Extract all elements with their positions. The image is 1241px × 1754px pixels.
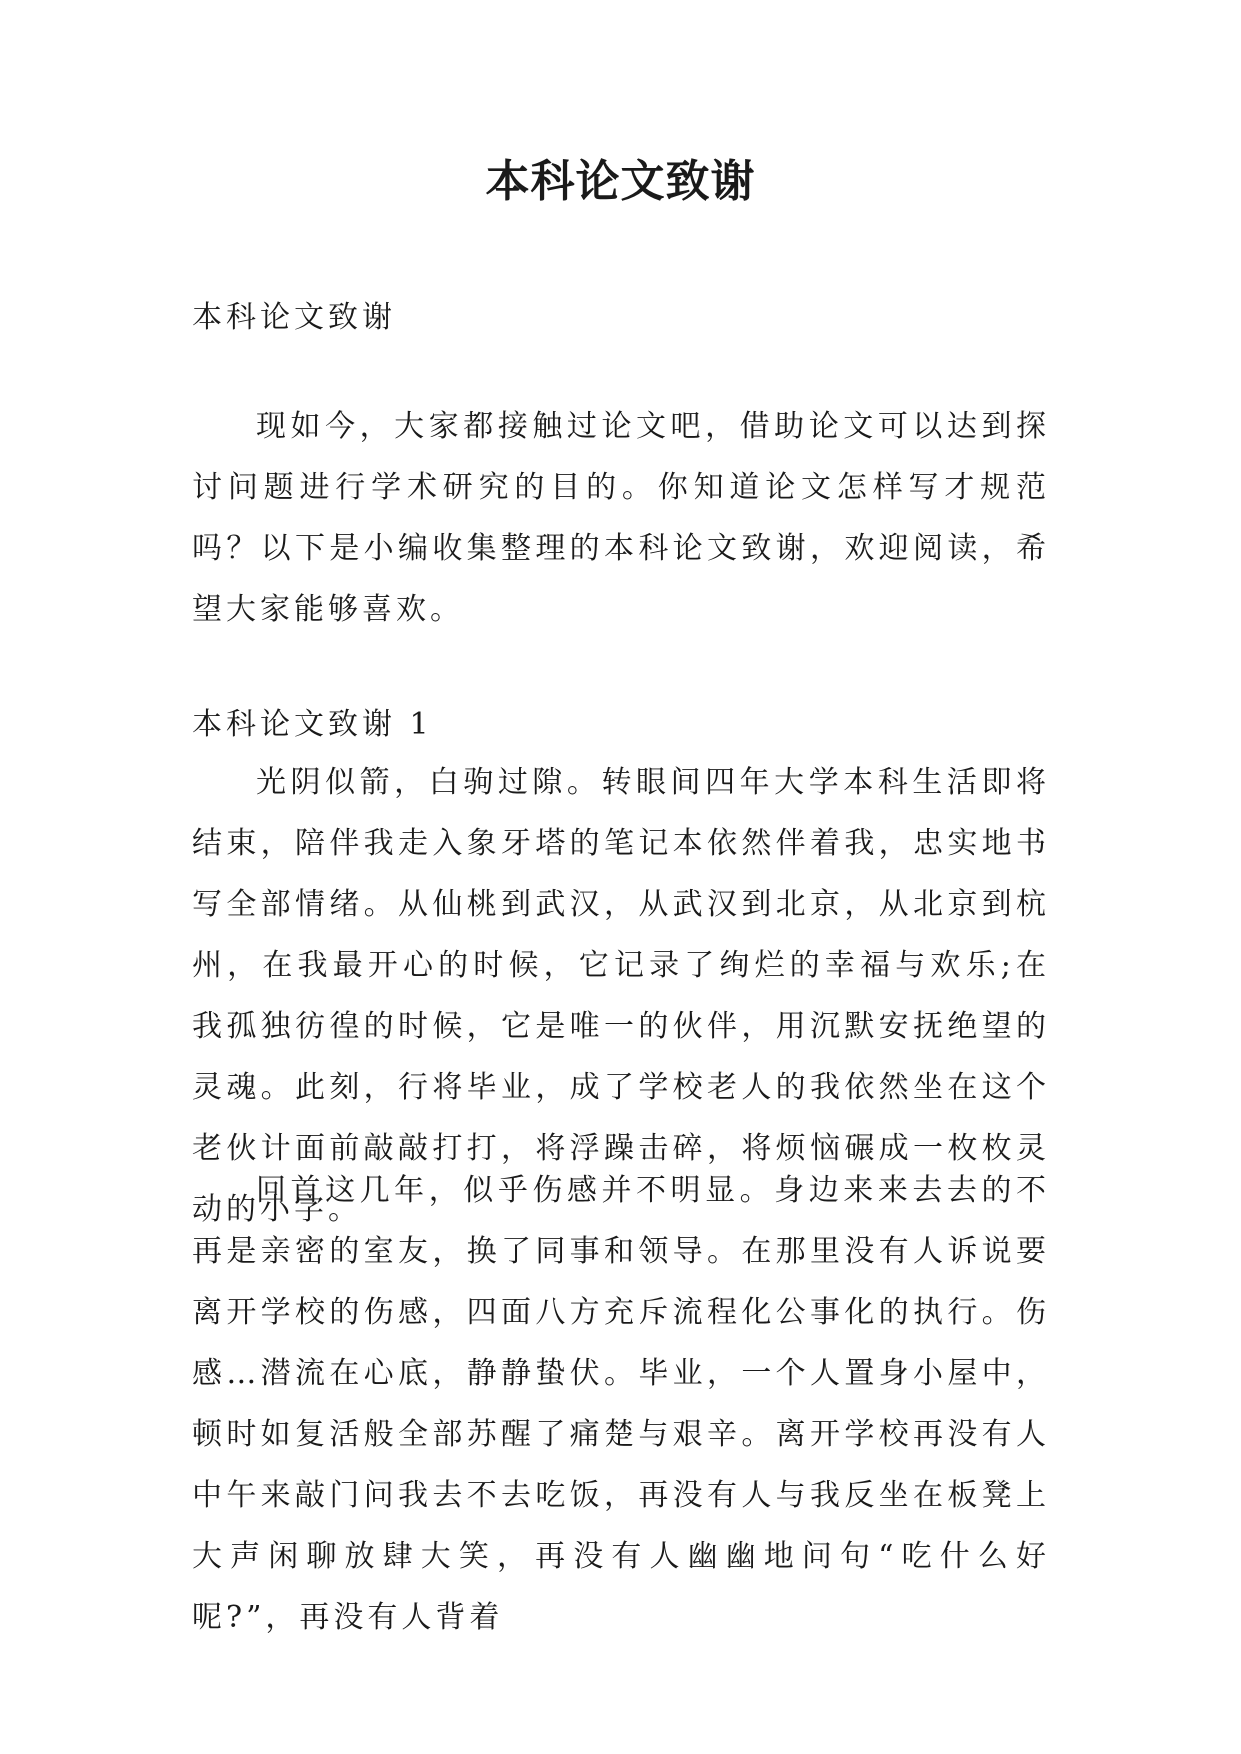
document-title: 本科论文致谢 <box>485 156 756 207</box>
intro-paragraph: 现如今，大家都接触过论文吧，借助论文可以达到探讨问题进行学术研究的目的。你知道论文怎样写才规范吗？以下是小编收集整理的本科论文致谢，欢迎阅读，希望大家能够喜欢。 <box>192 409 1050 627</box>
document-subtitle: 本科论文致谢 <box>192 300 396 335</box>
section-heading: 本科论文致谢 1 <box>192 707 433 742</box>
body-paragraph-1: 光阴似箭，白驹过隙。转眼间四年大学本科生活即将结束，陪伴我走入象牙塔的笔记本依然伴着我，忠实地书写全部情绪。从仙桃到武汉，从武汉到北京，从北京到杭州，在我最开心的时候，它记录了绚烂的幸福与欢乐;在我孤独彷徨的时候，它是唯一的伙伴，用沉默安抚绝望的灵魂。此刻，行将毕业，成了学校老人的我依然坐在这个老伙计面前敲敲打打，将浮躁击碎，将烦恼碾成一枚枚灵动的小字。 <box>192 765 1050 1227</box>
body-paragraph-2: 回首这几年，似乎伤感并不明显。身边来来去去的不再是亲密的室友，换了同事和领导。在那里没有人诉说要离开学校的伤感，四面八方充斥流程化公事化的执行。伤感…潜流在心底，静静蛰伏。毕业，一个人置身小屋中，顿时如复活般全部苏醒了痛楚与艰辛。离开学校再没有人中午来敲门问我去不去吃饭，再没有人与我反坐在板凳上大声闲聊放肆大笑，再没有人幽幽地问句“吃什么好呢?”，再没有人背着 <box>192 1173 1050 1635</box>
